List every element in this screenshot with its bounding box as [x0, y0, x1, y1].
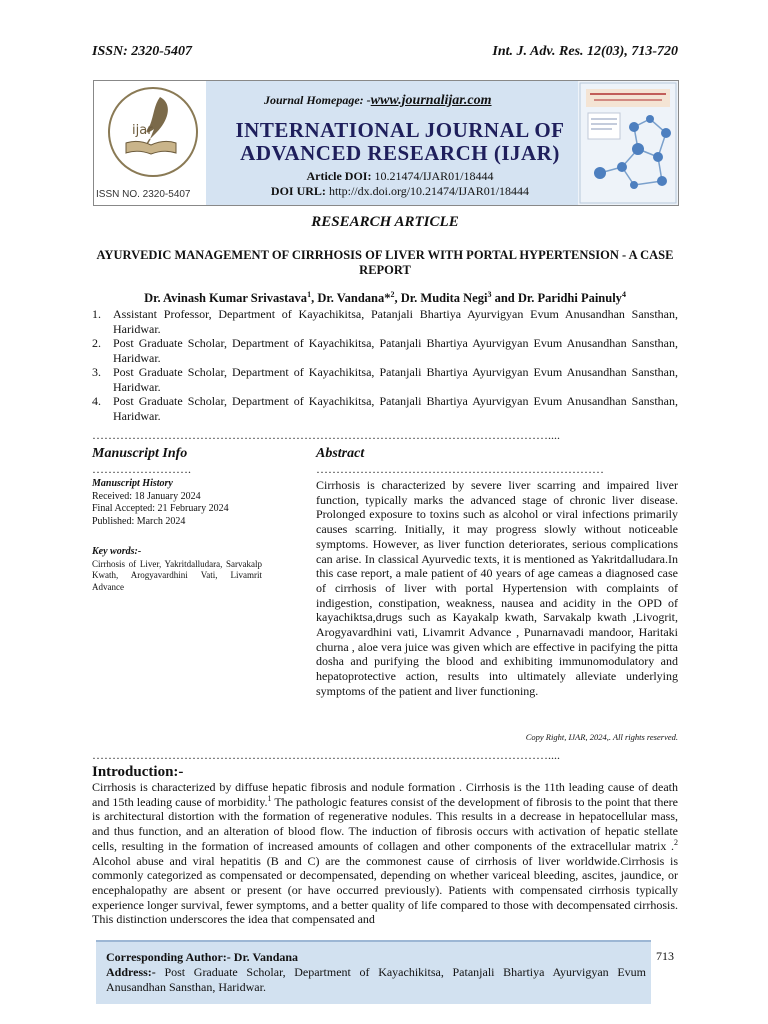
book-icon	[124, 139, 178, 155]
journal-logo	[94, 81, 206, 205]
journal-name	[220, 119, 580, 165]
introduction-heading: Introduction:-	[92, 764, 184, 780]
history-label: Manuscript History	[92, 478, 173, 489]
paper-title: AYURVEDIC MANAGEMENT OF CIRRHOSIS OF LIVER WITH PORTAL HYPERTENSION - A CASE REPORT	[96, 248, 674, 277]
journal-cover-image	[578, 81, 678, 205]
separator: ………………………………………………………………	[316, 462, 604, 476]
logo-issn: ISSN NO. 2320-5407	[96, 189, 191, 200]
copyright-notice: Copy Right, IJAR, 2024,. All rights reserved.	[525, 732, 678, 742]
page-number: 713	[656, 949, 674, 963]
separator: ……………………………………………………………………………………………………....	[92, 428, 560, 442]
corresponding-author-box	[96, 940, 651, 1004]
author-sup: 1	[307, 289, 312, 299]
abstract-heading: Abstract	[316, 446, 365, 461]
citation-ref: 2	[674, 837, 678, 847]
journal-homepage	[264, 93, 492, 109]
citation-text: Int. J. Adv. Res. 12(03), 713-720	[492, 44, 678, 59]
manuscript-info	[92, 478, 262, 593]
journal-banner	[93, 80, 679, 206]
article-doi[interactable]: 10.21474/IJAR01/18444	[374, 169, 494, 183]
introduction-text: Cirrhosis is characterized by diffuse hepatic fibrosis and nodule formation . Cirrhosis is the 11th leading cause of death and 15th leading cause of morbidity.$^1$ The pathologic features consist of the development of fibrosis to the point that there is architectural distortion with the formation of regenerative nodules. This results in a decrease in hepatocellular mass, and thus function, and an alteration of blood flow. The induction of fibrosis occurs with activation of hepatic stellate cells, resulting in the formation of increased amounts of collagen and other components of the extracellular matrix .$^2$ Alcohol abuse and viral hepatitis (B and C) are the commonest cause of cirrhosis of liver worldwide.Cirrhosis is commonly categorized as compensated or decompensated, depending on whether variceal bleeding, ascites, jaundice, or encephalopathy are absent or present (or have occurred previously). Patients with compensated cirrhosis typically experience longer survival, fewer symptoms, and a better quality of life compared to those with decompensated cirrhosis. This distinction underscores the idea that compensated and	[92, 780, 678, 927]
logo-text: ijar	[132, 123, 153, 138]
doi-url-label: DOI URL:	[270, 184, 326, 198]
homepage-label: Journal Homepage: -	[264, 93, 371, 107]
affiliation-item: 2. Post Graduate Scholar, Department of Kayachikitsa, Patanjali Bhartiya Ayurvigyan Evum Anusandhan Sansthan, Haridwar.	[92, 336, 678, 365]
abstract-text: Cirrhosis is characterized by severe liver scarring and impaired liver function, typically marks the advanced stage of chronic liver disease. Prolonged exposure to toxins such as alcohol or viral infections primarily causes scarring. Initially, it may progress slowly without noticeable symptoms. However, as liver function deteriorates, serious complications can arise. In classical Ayurvedic texts, it is mentioned as Yakritdalludara.In this case report, a male patient of 40 years of age cameas a diagnosed case of cirrhosis of liver with portal Hypertension with complaints of indigestion, constipation, weakness, nausea and acidity in the OPD of kayachiktsa,drugs such as Kayakalp kwath, Sarvakalp kwath ,Livogrit, Arogyavardhini vati, Livamrit Advance , Punarnavadi mandoor, Haritaki churna , aloe vera juice was given which are effective in pacifying the pitta dosha and purifying the blood and exhibiting immunomodulatory and hepatoprotective action, results into ultimately alleviate underlying symptoms of the patient and liver functioning.	[316, 478, 678, 698]
author: Dr. Mudita Negi	[400, 291, 488, 305]
quill-icon	[110, 89, 196, 175]
doi-url[interactable]: http://dx.doi.org/10.21474/IJAR01/18444	[328, 184, 530, 198]
affiliation-item: 4. Post Graduate Scholar, Department of Kayachikitsa, Patanjali Bhartiya Ayurvigyan Evum Anusandhan Sansthan, Haridwar.	[92, 394, 678, 423]
citation-ref: 1	[267, 793, 272, 803]
issn-text: ISSN: 2320-5407	[92, 44, 192, 59]
article-doi-label: Article DOI:	[306, 169, 372, 183]
author: Dr. Paridhi Painuly	[517, 291, 622, 305]
affiliation-list	[92, 307, 678, 423]
article-type: RESEARCH ARTICLE	[311, 214, 459, 230]
doi-block	[220, 169, 580, 199]
published-date: Published: March 2024	[92, 515, 186, 527]
author-sup: 2	[390, 289, 395, 299]
manuscript-info-heading: Manuscript Info	[92, 446, 188, 461]
author: Dr. Avinash Kumar Srivastava	[144, 291, 308, 305]
author-sup: 3	[487, 289, 492, 299]
author-sup: 4	[621, 289, 626, 299]
author-list: Dr. Avinash Kumar Srivastava$^1$, Dr. Vandana*$^2$, Dr. Mudita Negi$^3$ and Dr. Paridhi Painuly$^4$	[144, 289, 626, 305]
journal-name-line1: INTERNATIONAL JOURNAL OF	[235, 118, 565, 142]
corresponding-author: Corresponding Author:- Dr. Vandana	[106, 950, 299, 964]
homepage-link[interactable]: www.journalijar.com	[370, 93, 492, 108]
journal-name-line2: ADVANCED RESEARCH (IJAR)	[240, 141, 560, 165]
received-date: Received: 18 January 2024	[92, 490, 201, 502]
accepted-date: Final Accepted: 21 February 2024	[92, 503, 229, 514]
author: Dr. Vandana*	[317, 291, 391, 305]
keywords-label: Key words:-	[92, 546, 142, 557]
separator: ……………………………………………………………………………………………………....	[92, 748, 560, 762]
affiliation-item: 1. Assistant Professor, Department of Kayachikitsa, Patanjali Bhartiya Ayurvigyan Evum Anusandhan Sansthan, Haridwar.	[92, 307, 678, 336]
molecule-graphic-icon	[578, 81, 678, 205]
corresponding-address: Address:- Post Graduate Scholar, Department of Kayachikitsa, Patanjali Bhartiya Ayurvigyan Evum Anusandhan Sansthan, Haridwar.	[106, 965, 646, 994]
logo-circle	[108, 87, 198, 177]
affiliation-item: 3. Post Graduate Scholar, Department of Kayachikitsa, Patanjali Bhartiya Ayurvigyan Evum Anusandhan Sansthan, Haridwar.	[92, 365, 678, 394]
separator: …………………….	[92, 462, 191, 476]
keywords: Cirrhosis of Liver, Yakritdalludara, Sarvakalp Kwath, Arogyavardhini Vati, Livamrit Advance	[92, 558, 262, 592]
